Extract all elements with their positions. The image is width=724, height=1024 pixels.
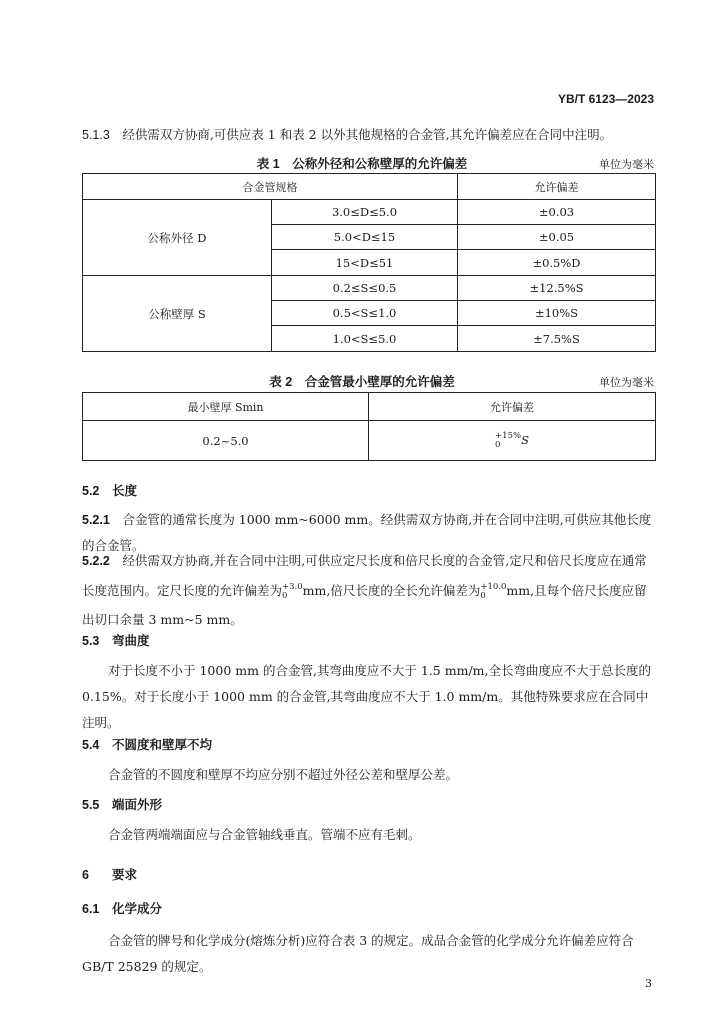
table1-range: 1.0<S≤5.0 [272, 326, 458, 352]
tolerance-stack: +15% 0 [495, 430, 522, 450]
clause-5-3-text: 对于长度不小于 1000 mm 的合金管,其弯曲度应不大于 1.5 mm/m,全长弯曲度应不大于总长度的 0.15%。对于长度小于 1000 mm 的合金管,其弯曲度应不大于 1.0 mm/m。其他特殊要求应在合同中注明。 [82, 663, 651, 730]
table1-range: 5.0<D≤15 [272, 225, 458, 250]
table2-header-dev: 允许偏差 [369, 393, 656, 421]
table2-caption: 表 2 合金管最小壁厚的允许偏差 [269, 375, 455, 389]
tolerance-stack: +10.0 0 [480, 581, 507, 601]
heading-5-2: 5.2 长度 [82, 484, 138, 498]
table1-range: 0.2≤S≤0.5 [272, 276, 458, 301]
page-number: 3 [645, 977, 652, 990]
table1-dev: ±7.5%S [458, 326, 656, 352]
heading-5-3: 5.3 弯曲度 [82, 634, 150, 648]
table1-caption: 表 1 公称外径和公称壁厚的允许偏差 [256, 157, 468, 171]
table1-group-wall: 公称壁厚 S [83, 276, 272, 352]
table2-dev-cell: +15% 0 S [369, 421, 656, 461]
table2-header-wall: 最小壁厚 Smin [83, 393, 369, 421]
heading-6: 6 要求 [82, 868, 138, 882]
heading-5-4: 5.4 不圆度和壁厚不均 [82, 738, 213, 752]
table1 [82, 173, 656, 352]
table1-range: 3.0≤D≤5.0 [272, 200, 458, 225]
tolerance-stack: +3.0 0 [282, 581, 303, 601]
table1-dev: ±10%S [458, 301, 656, 326]
table1-dev: ±12.5%S [458, 276, 656, 301]
table1-header-dev: 允许偏差 [458, 174, 656, 200]
table2 [82, 392, 656, 461]
table1-header-spec: 合金管规格 [83, 174, 458, 200]
clause-5-1-3 [82, 122, 657, 148]
clause-5-4-text: 合金管的不圆度和壁厚不均应分别不超过外径公差和壁厚公差。 [108, 767, 459, 782]
clause-text: 经供需双方协商,可供应表 1 和表 2 以外其他规格的合金管,其允许偏差应在合同中注明。 [122, 127, 613, 142]
table1-unit: 单位为毫米 [599, 158, 654, 171]
table1-dev: ±0.05 [458, 225, 656, 250]
heading-6-1: 6.1 化学成分 [82, 902, 163, 916]
standard-number: YB/T 6123—2023 [557, 92, 654, 106]
heading-5-5: 5.5 端面外形 [82, 798, 163, 812]
table2-wall-value: 0.2~5.0 [83, 421, 369, 461]
clause-5-5-text: 合金管两端端面应与合金管轴线垂直。管端不应有毛刺。 [108, 827, 421, 842]
table1-dev: ±0.03 [458, 200, 656, 225]
table2-unit: 单位为毫米 [599, 376, 654, 389]
clause-number: 5.1.3 [82, 128, 110, 142]
table1-range: 15<D≤51 [272, 250, 458, 276]
table1-range: 0.5<S≤1.0 [272, 301, 458, 326]
table1-dev: ±0.5%D [458, 250, 656, 276]
clause-5-2-2: 5.2.2 经供需双方协商,并在合同中注明,可供应定尺长度和倍尺长度的合金管,定尺和倍尺长度应在通常长度范围内。定尺长度的允许偏差为 +3.0 0 mm,倍尺长度的全长允许偏差为 +10.0 0 mm,且每个倍尺长度应留出切口余量 3 mm~5 mm。 [82, 553, 647, 627]
clause-5-2-1: 5.2.1 合金管的通常长度为 1000 mm~6000 mm。经供需双方协商,并在合同中注明,可供应其他长度的合金管。 [82, 512, 652, 553]
table1-group-od: 公称外径 D [83, 200, 272, 276]
clause-6-1-text: 合金管的牌号和化学成分(熔炼分析)应符合表 3 的规定。成品合金管的化学成分允许偏差应符合 GB/T 25829 的规定。 [82, 933, 634, 974]
